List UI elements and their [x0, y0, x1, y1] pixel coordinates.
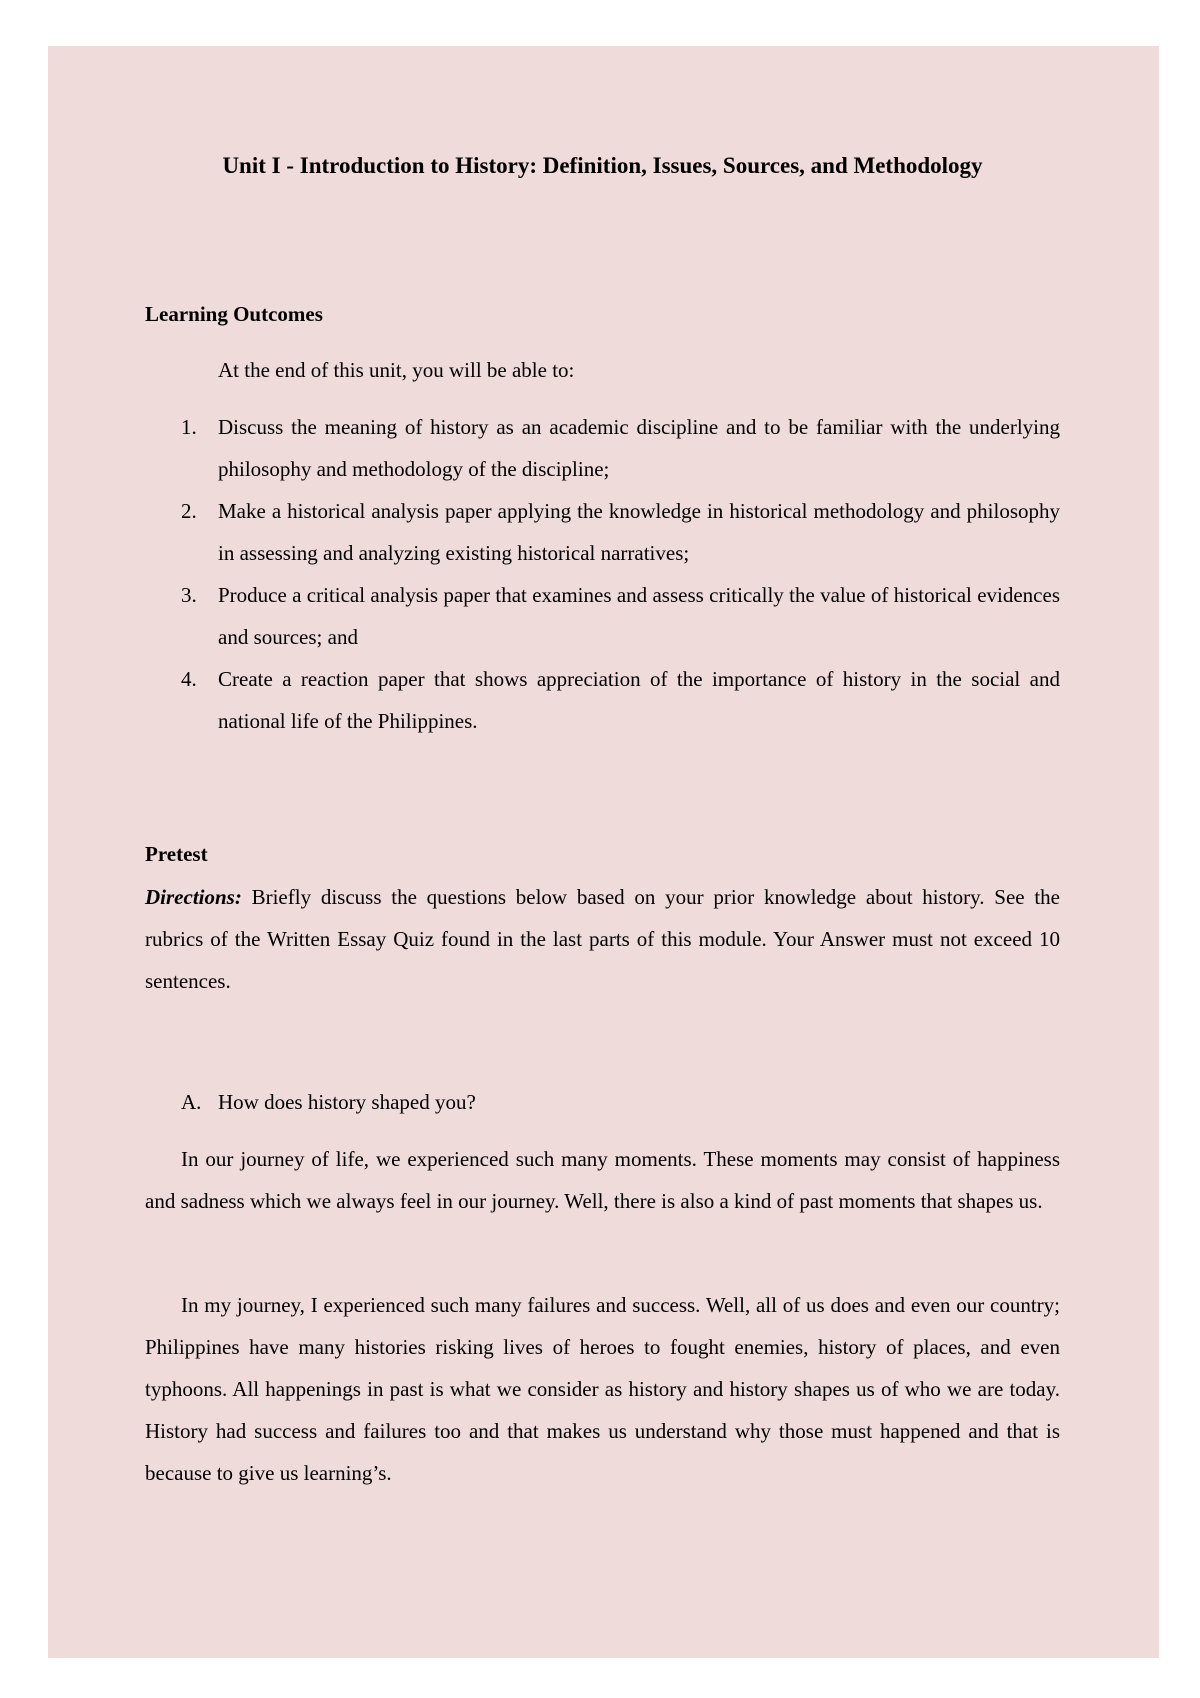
list-item-number: 3. — [181, 583, 197, 607]
list-item-text: Discuss the meaning of history as an academic discipline and to be familiar with the underlying philosophy and methodology of the discipline; — [218, 415, 1060, 481]
list-item — [145, 406, 1060, 490]
pretest-question — [145, 1088, 476, 1116]
learning-outcomes-intro: At the end of this unit, you will be able to: — [218, 358, 575, 382]
answer-paragraph-2: In my journey, I experienced such many failures and success. Well, all of us does and even our country; Philippines have many histories risking lives of heroes to fought enemies, history of places, and even typhoons. All happenings in past is what we consider as history and history shapes us of who we are today. History had success and failures too and that makes us understand why those must happened and that is because to give us learning’s. — [145, 1293, 1060, 1485]
list-item — [145, 490, 1060, 574]
list-item-text: Make a historical analysis paper applying the knowledge in historical methodology and philosophy in assessing and analyzing existing historical narratives; — [218, 499, 1060, 565]
answer-paragraph-1: In our journey of life, we experienced such many moments. These moments may consist of happiness and sadness which we always feel in our journey. Well, there is also a kind of past moments that shapes us. — [145, 1147, 1060, 1213]
list-item-number: 4. — [181, 667, 197, 691]
question-letter: A. — [181, 1090, 202, 1114]
list-item — [145, 658, 1060, 742]
directions-text: Briefly discuss the questions below based on your prior knowledge about history. See the rubrics of the Written Essay Quiz found in the last parts of this module. Your Answer must not exceed 10 sentences. — [145, 885, 1060, 993]
learning-outcomes-list — [145, 406, 1060, 742]
directions-label: Directions: — [145, 885, 242, 909]
learning-outcomes-heading: Learning Outcomes — [145, 302, 323, 326]
pretest-heading: Pretest — [145, 842, 208, 866]
list-item-text: Produce a critical analysis paper that examines and assess critically the value of historical evidences and sources; and — [218, 583, 1060, 649]
document-page — [48, 46, 1159, 1658]
pretest-directions — [145, 876, 1060, 1002]
unit-title: Unit I - Introduction to History: Definition, Issues, Sources, and Methodology — [222, 153, 983, 178]
list-item-text: Create a reaction paper that shows appreciation of the importance of history in the social and national life of the Philippines. — [218, 667, 1060, 733]
list-item-number: 2. — [181, 499, 197, 523]
question-text: How does history shaped you? — [218, 1090, 476, 1114]
list-item-number: 1. — [181, 415, 197, 439]
list-item — [145, 574, 1060, 658]
